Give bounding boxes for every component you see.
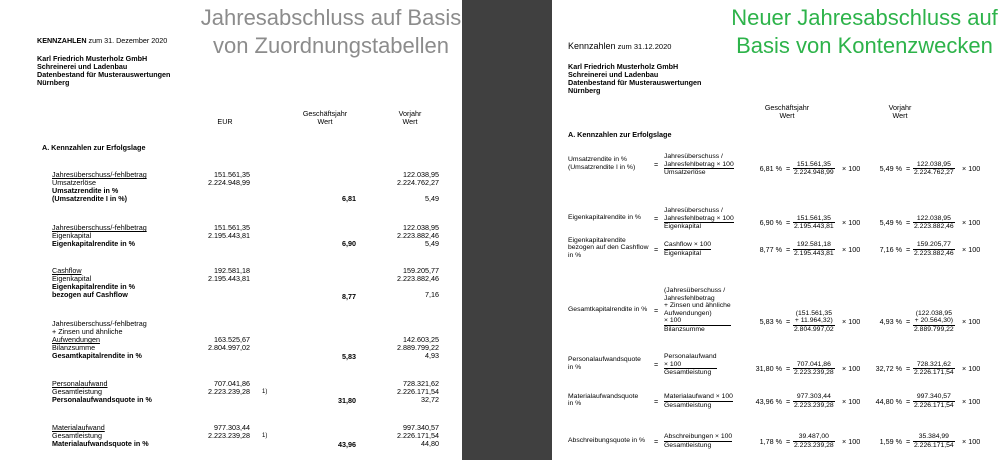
- left-company-block: [37, 55, 170, 87]
- left-title-line-1: Jahresabschluss auf Basis: [200, 5, 462, 30]
- formula-denominator: Umsatzerlöse: [664, 169, 706, 177]
- vj-numerator-line: 997.340,57: [916, 393, 951, 400]
- left-eur-value: 163.525,67: [214, 335, 250, 344]
- right-company-block: [568, 63, 701, 95]
- left-vj-value: 2.889.799,22: [397, 343, 439, 352]
- equals-sign: =: [654, 244, 659, 254]
- left-label: Jahresüberschuss/-fehlbetrag: [52, 170, 147, 179]
- right-kpi-formula: [664, 287, 731, 334]
- left-vj-value: 4,93: [425, 351, 439, 360]
- vj-percent-value: 4,93 %: [879, 317, 902, 327]
- vj-numerator: [913, 310, 955, 326]
- right-col-header-gj: [747, 104, 827, 120]
- gj-numerator-line: 151.561,35: [796, 160, 831, 168]
- left-vj-value: 997.340,57: [403, 423, 439, 432]
- right-heading: [568, 41, 671, 51]
- formula-denominator: Gesamtleistung: [664, 369, 712, 377]
- left-label: Aufwendungen: [52, 335, 100, 344]
- formula-numerator-line: Cashflow × 100: [664, 241, 712, 248]
- right-kpi-label-line: in %: [568, 363, 582, 371]
- equals-sign: =: [654, 360, 659, 370]
- gj-numerator: [793, 361, 835, 370]
- right-kpi-label-line: Materialaufwandsquote: [568, 392, 639, 400]
- vj-numerator: [913, 433, 955, 442]
- right-kpi-formula: [664, 433, 732, 449]
- left-eur-values: [180, 380, 250, 396]
- times-100: × 100: [842, 218, 861, 228]
- vj-denominator: 2.223.882,46: [914, 223, 954, 231]
- formula-numerator: [664, 353, 717, 369]
- vj-denominator: 2.226.171,54: [914, 369, 954, 377]
- right-heading-text: Kennzahlen: [568, 41, 616, 51]
- times-100: × 100: [842, 436, 861, 446]
- right-kpi-label-line: Gesamtkapitalrendite in %: [568, 305, 648, 313]
- right-company-line: Schreinerei und Ladenbau: [568, 70, 659, 79]
- left-block-gk-rendite: [52, 320, 147, 360]
- left-gj-value: 6,81: [342, 194, 356, 203]
- left-label: Jahresüberschuss/-fehlbetrag: [52, 319, 147, 328]
- left-vj-values: [375, 267, 439, 299]
- formula-numerator-line: Aufwendungen): [664, 309, 712, 317]
- right-kpi-label: [568, 214, 641, 222]
- vj-numerator: [913, 215, 955, 224]
- right-title-line-2: Basis von Kontenzwecken: [736, 33, 993, 58]
- equals-sign: =: [906, 396, 911, 406]
- left-eur-values: [180, 267, 250, 283]
- left-col-header-vj: [375, 110, 445, 126]
- left-heading-bold: KENNZAHLEN: [37, 36, 87, 45]
- vj-denominator: 2.224.762,27: [914, 169, 954, 177]
- vj-denominator: 2.889.799,22: [914, 325, 954, 333]
- left-vj-value: 2.223.882,46: [397, 274, 439, 283]
- right-panel-title: [730, 4, 999, 60]
- gj-calculation-fraction: [793, 433, 835, 449]
- gj-percent-value: 1,78 %: [759, 436, 782, 446]
- right-section-a-heading: A. Kennzahlen zur Erfolgslage: [568, 130, 672, 139]
- times-100: × 100: [842, 317, 861, 327]
- right-kpi-formula: [664, 393, 733, 409]
- formula-denominator: Gesamtleistung: [664, 401, 712, 409]
- right-kpi-label-line: Eigenkapitalrendite in %: [568, 214, 641, 222]
- gj-calculation-fraction: [793, 310, 835, 334]
- vj-calculation-fraction: [913, 393, 955, 409]
- formula-numerator-line: × 100: [664, 317, 682, 325]
- right-col-gj-line: Wert: [779, 111, 795, 120]
- left-eur-value: 707.041,86: [214, 379, 250, 388]
- vj-calculation-fraction: [913, 215, 955, 231]
- formula-denominator: Bilanzsumme: [664, 325, 705, 333]
- left-eur-value: 977.303,44: [214, 423, 250, 432]
- right-company-line: Datenbestand für Musterauswertungen: [568, 78, 702, 87]
- left-company-line: Karl Friedrich Musterholz GmbH: [37, 54, 148, 63]
- gj-percent-value: 6,90 %: [759, 218, 782, 228]
- right-kpi-label-line: bezogen auf den Cashflow: [568, 244, 649, 252]
- left-col-vj-line: Vorjahr: [398, 109, 422, 118]
- right-col-gj-line: Geschäftsjahr: [764, 103, 810, 112]
- left-eur-value: 2.804.997,02: [208, 343, 250, 352]
- left-vj-value: 2.223.882,46: [397, 231, 439, 240]
- equals-sign: =: [654, 436, 659, 446]
- equals-sign: =: [786, 364, 791, 374]
- vj-calculation-fraction: [913, 433, 955, 449]
- left-label: Materialaufwandsquote in %: [52, 439, 149, 448]
- left-label: Gesamtleistung: [52, 387, 102, 396]
- gj-denominator: 2.223.239,28: [794, 401, 834, 409]
- left-label: bezogen auf Cashflow: [52, 290, 128, 299]
- left-vj-value: 728.321,62: [403, 379, 439, 388]
- left-vj-value: 2.224.762,27: [397, 178, 439, 187]
- left-footnote-marker: 1): [262, 389, 268, 395]
- left-vj-values: [375, 336, 439, 360]
- equals-sign: =: [906, 164, 911, 174]
- left-eur-value: 2.223.239,28: [208, 431, 250, 440]
- gj-denominator: 2.195.443,81: [794, 223, 834, 231]
- left-gj-value: 43,96: [338, 440, 356, 449]
- formula-denominator: Gesamtleistung: [664, 441, 712, 449]
- vj-percent-value: 5,49 %: [879, 164, 902, 174]
- formula-numerator-line: Personalaufwand: [664, 353, 717, 360]
- left-eur-value: 192.581,18: [214, 266, 250, 275]
- right-kpi-formula: [664, 241, 711, 257]
- right-document-panel: [552, 0, 999, 460]
- gj-percent-value: 5,83 %: [759, 317, 782, 327]
- formula-numerator-line: Materialaufwand × 100: [664, 393, 733, 400]
- equals-sign: =: [786, 396, 791, 406]
- vj-calculation-fraction: [913, 241, 955, 257]
- equals-sign: =: [654, 396, 659, 406]
- vj-denominator: 2.226.171,54: [914, 441, 954, 449]
- times-100: × 100: [842, 396, 861, 406]
- gj-numerator-line: 977.303,44: [796, 393, 831, 400]
- left-document-panel: [0, 0, 462, 460]
- gj-numerator-line: 707.041,86: [796, 360, 831, 368]
- left-label: Umsatzerlöse: [52, 178, 96, 187]
- vj-calculation-fraction: [913, 361, 955, 377]
- vj-percent-value: 7,16 %: [879, 244, 902, 254]
- left-gj-value: 8,77: [342, 292, 356, 301]
- equals-sign: =: [786, 244, 791, 254]
- right-kpi-label-line: in %: [568, 251, 582, 259]
- vj-numerator-line: + 20.564,30): [914, 317, 954, 325]
- right-kpi-label-line: Personalaufwandsquote: [568, 356, 641, 364]
- right-kpi-label: [568, 306, 647, 314]
- equals-sign: =: [906, 364, 911, 374]
- formula-numerator-line: Jahresfehlbetrag × 100: [664, 160, 734, 168]
- formula-denominator: Eigenkapital: [664, 223, 702, 231]
- right-col-vj-line: Wert: [892, 111, 908, 120]
- left-eur-values: [180, 336, 250, 352]
- gj-percent-value: 6,81 %: [759, 164, 782, 174]
- left-vj-value: 2.226.171,54: [397, 431, 439, 440]
- left-eur-value: 151.561,35: [214, 223, 250, 232]
- vj-numerator-line: 35.384,99: [918, 433, 949, 440]
- formula-numerator-line: Jahresüberschuss /: [664, 153, 723, 160]
- vj-numerator-line: 122.038,95: [916, 160, 951, 168]
- left-eur-values: [180, 424, 250, 440]
- right-kpi-label-line: in %: [568, 400, 582, 408]
- right-kpi-formula: [664, 353, 717, 377]
- vj-numerator-line: (122.038,95: [915, 309, 952, 317]
- formula-numerator: [664, 393, 733, 402]
- right-col-vj-line: Vorjahr: [888, 103, 912, 112]
- left-eur-value: 2.224.948,99: [208, 178, 250, 187]
- right-kpi-label-line: Eigenkapitalrendite: [568, 236, 626, 244]
- formula-numerator-line: Jahresfehlbetrag × 100: [664, 214, 734, 222]
- formula-numerator-line: Jahresfehlbetrag: [664, 294, 715, 302]
- left-block-ek-rendite: [52, 224, 147, 248]
- gj-denominator: 2.224.948,99: [794, 169, 834, 177]
- times-100: × 100: [962, 364, 981, 374]
- left-col-gj-line: Wert: [317, 117, 333, 126]
- formula-numerator: [664, 433, 732, 442]
- right-kpi-label: [568, 393, 638, 408]
- left-vj-value: 142.603,25: [403, 335, 439, 344]
- left-col-header-eur: EUR: [217, 117, 233, 126]
- left-label: Materialaufwand: [52, 423, 105, 432]
- left-vj-value: 2.226.171,54: [397, 387, 439, 396]
- gj-numerator: [793, 161, 835, 170]
- panel-divider: [462, 0, 552, 460]
- right-kpi-label: [568, 156, 635, 171]
- gj-numerator-line: (151.561,35: [795, 309, 832, 317]
- gj-calculation-fraction: [793, 241, 835, 257]
- gj-numerator-line: 151.561,35: [796, 214, 831, 222]
- left-gj-value: 6,90: [342, 239, 356, 248]
- vj-numerator: [913, 361, 955, 370]
- gj-percent-value: 43,96 %: [755, 396, 782, 406]
- left-col-vj-line: Wert: [402, 117, 418, 126]
- left-label: Eigenkapitalrendite in %: [52, 282, 136, 291]
- vj-numerator-line: 728.321,62: [916, 360, 951, 368]
- left-vj-values: [375, 380, 439, 404]
- gj-denominator: 2.195.443,81: [794, 249, 834, 257]
- equals-sign: =: [786, 436, 791, 446]
- left-eur-values: [180, 224, 250, 240]
- vj-calculation-fraction: [913, 310, 955, 334]
- left-title-line-2: von Zuordnungstabellen: [212, 33, 450, 58]
- left-company-line: Schreinerei und Ladenbau: [37, 62, 128, 71]
- left-label: Jahresüberschuss/-fehlbetrag: [52, 223, 147, 232]
- formula-numerator-line: × 100: [664, 360, 682, 368]
- left-vj-value: 5,49: [425, 239, 439, 248]
- left-label: Gesamtleistung: [52, 431, 102, 440]
- right-kpi-formula: [664, 207, 734, 231]
- formula-numerator-line: Abschreibungen × 100: [664, 433, 733, 440]
- gj-denominator: 2.223.239,28: [794, 441, 834, 449]
- vj-numerator-line: 122.038,95: [916, 214, 951, 222]
- gj-denominator: 2.804.997,02: [794, 325, 834, 333]
- left-vj-values: [375, 224, 439, 248]
- left-block-ek-cashflow: [52, 267, 135, 299]
- vj-numerator-line: 159.205,77: [916, 241, 951, 248]
- left-label: Personalaufwandsquote in %: [52, 395, 152, 404]
- equals-sign: =: [654, 305, 659, 315]
- vj-percent-value: 32,72 %: [875, 364, 902, 374]
- equals-sign: =: [654, 160, 659, 170]
- times-100: × 100: [962, 218, 981, 228]
- left-label: Cashflow: [52, 266, 82, 275]
- left-vj-value: 122.038,95: [403, 170, 439, 179]
- gj-percent-value: 8,77 %: [759, 244, 782, 254]
- times-100: × 100: [842, 364, 861, 374]
- times-100: × 100: [962, 244, 981, 254]
- equals-sign: =: [786, 218, 791, 228]
- left-block-umsatzrendite: [52, 171, 147, 203]
- left-label: Eigenkapitalrendite in %: [52, 239, 136, 248]
- equals-sign: =: [906, 244, 911, 254]
- gj-percent-value: 31,80 %: [755, 364, 782, 374]
- left-label: Bilanzsumme: [52, 343, 96, 352]
- left-label: Personalaufwand: [52, 379, 108, 388]
- gj-numerator: [793, 433, 835, 442]
- right-kpi-label: [568, 237, 649, 260]
- left-heading-date: zum 31. Dezember 2020: [86, 36, 168, 45]
- gj-numerator: [793, 215, 835, 224]
- equals-sign: =: [786, 317, 791, 327]
- gj-denominator: 2.223.239,28: [794, 369, 834, 377]
- formula-numerator: [664, 207, 734, 223]
- gj-numerator: [793, 393, 835, 402]
- left-eur-value: 151.561,35: [214, 170, 250, 179]
- left-heading: [37, 37, 167, 45]
- left-section-a-heading: A. Kennzahlen zur Erfolgslage: [42, 143, 146, 152]
- left-eur-value: 2.195.443,81: [208, 274, 250, 283]
- formula-numerator-line: Jahresüberschuss /: [664, 207, 723, 214]
- left-gj-value: 31,80: [338, 396, 356, 405]
- left-label: + Zinsen und ähnliche: [52, 327, 123, 336]
- left-block-material: [52, 424, 149, 448]
- left-vj-values: [375, 424, 439, 448]
- left-vj-value: 159.205,77: [403, 266, 439, 275]
- equals-sign: =: [906, 317, 911, 327]
- gj-calculation-fraction: [793, 215, 835, 231]
- formula-numerator: [664, 287, 731, 326]
- right-kpi-label-line: Abschreibungsquote in %: [568, 436, 646, 444]
- formula-denominator: Eigenkapital: [664, 249, 702, 257]
- right-title-line-1: Neuer Jahresabschluss auf: [731, 5, 998, 30]
- vj-denominator: 2.226.171,54: [914, 401, 954, 409]
- equals-sign: =: [654, 214, 659, 224]
- times-100: × 100: [962, 436, 981, 446]
- right-company-line: Nürnberg: [568, 86, 601, 95]
- formula-numerator-line: (Jahresüberschuss /: [664, 287, 726, 294]
- right-company-line: Karl Friedrich Musterholz GmbH: [568, 62, 679, 71]
- times-100: × 100: [842, 164, 861, 174]
- left-vj-value: 5,49: [425, 194, 439, 203]
- right-heading-date: zum 31.12.2020: [615, 42, 672, 51]
- left-col-gj-line: Geschäftsjahr: [302, 109, 348, 118]
- equals-sign: =: [906, 436, 911, 446]
- vj-denominator: 2.223.882,46: [914, 249, 954, 257]
- left-eur-value: 2.223.239,28: [208, 387, 250, 396]
- vj-numerator: [913, 393, 955, 402]
- gj-calculation-fraction: [793, 161, 835, 177]
- equals-sign: =: [906, 218, 911, 228]
- vj-numerator: [913, 241, 955, 250]
- right-kpi-label: [568, 356, 641, 371]
- left-company-line: Datenbestand für Musterauswertungen: [37, 70, 171, 79]
- formula-numerator-line: + Zinsen und ähnliche: [664, 302, 731, 310]
- times-100: × 100: [962, 164, 981, 174]
- gj-numerator-line: 39.487,00: [798, 433, 829, 440]
- right-kpi-formula: [664, 153, 734, 177]
- left-eur-values: [180, 171, 250, 187]
- left-block-personal: [52, 380, 152, 404]
- gj-numerator: [793, 241, 835, 250]
- gj-numerator-line: + 11.964,32): [794, 317, 833, 325]
- left-label: Eigenkapital: [52, 231, 92, 240]
- vj-percent-value: 44,80 %: [875, 396, 902, 406]
- times-100: × 100: [842, 244, 861, 254]
- left-vj-value: 122.038,95: [403, 223, 439, 232]
- right-kpi-label: [568, 437, 645, 445]
- left-label: Eigenkapital: [52, 274, 92, 283]
- right-kpi-label-line: Umsatzrendite in %: [568, 156, 627, 164]
- gj-calculation-fraction: [793, 393, 835, 409]
- formula-numerator: [664, 153, 734, 169]
- left-col-header-gj: [285, 110, 365, 126]
- equals-sign: =: [786, 164, 791, 174]
- times-100: × 100: [962, 396, 981, 406]
- times-100: × 100: [962, 317, 981, 327]
- left-company-line: Nürnberg: [37, 78, 70, 87]
- gj-numerator: [793, 310, 835, 326]
- left-label: Umsatzrendite in %: [52, 186, 119, 195]
- formula-numerator: [664, 241, 711, 250]
- left-vj-values: [375, 171, 439, 203]
- left-gj-value: 5,83: [342, 352, 356, 361]
- left-vj-value: 44,80: [421, 439, 439, 448]
- left-vj-value: 32,72: [421, 395, 439, 404]
- vj-calculation-fraction: [913, 161, 955, 177]
- gj-calculation-fraction: [793, 361, 835, 377]
- left-label: Gesamtkapitalrendite in %: [52, 351, 142, 360]
- gj-numerator-line: 192.581,18: [796, 241, 831, 248]
- right-kpi-label-line: (Umsatzrendite I in %): [568, 163, 636, 171]
- left-panel-title: [200, 4, 462, 60]
- vj-percent-value: 1,59 %: [879, 436, 902, 446]
- right-col-header-vj: [865, 104, 935, 120]
- left-vj-value: 7,16: [425, 290, 439, 299]
- vj-numerator: [913, 161, 955, 170]
- left-label: (Umsatzrendite I in %): [52, 194, 128, 203]
- vj-percent-value: 5,49 %: [879, 218, 902, 228]
- left-footnote-marker: 1): [262, 433, 268, 439]
- left-eur-value: 2.195.443,81: [208, 231, 250, 240]
